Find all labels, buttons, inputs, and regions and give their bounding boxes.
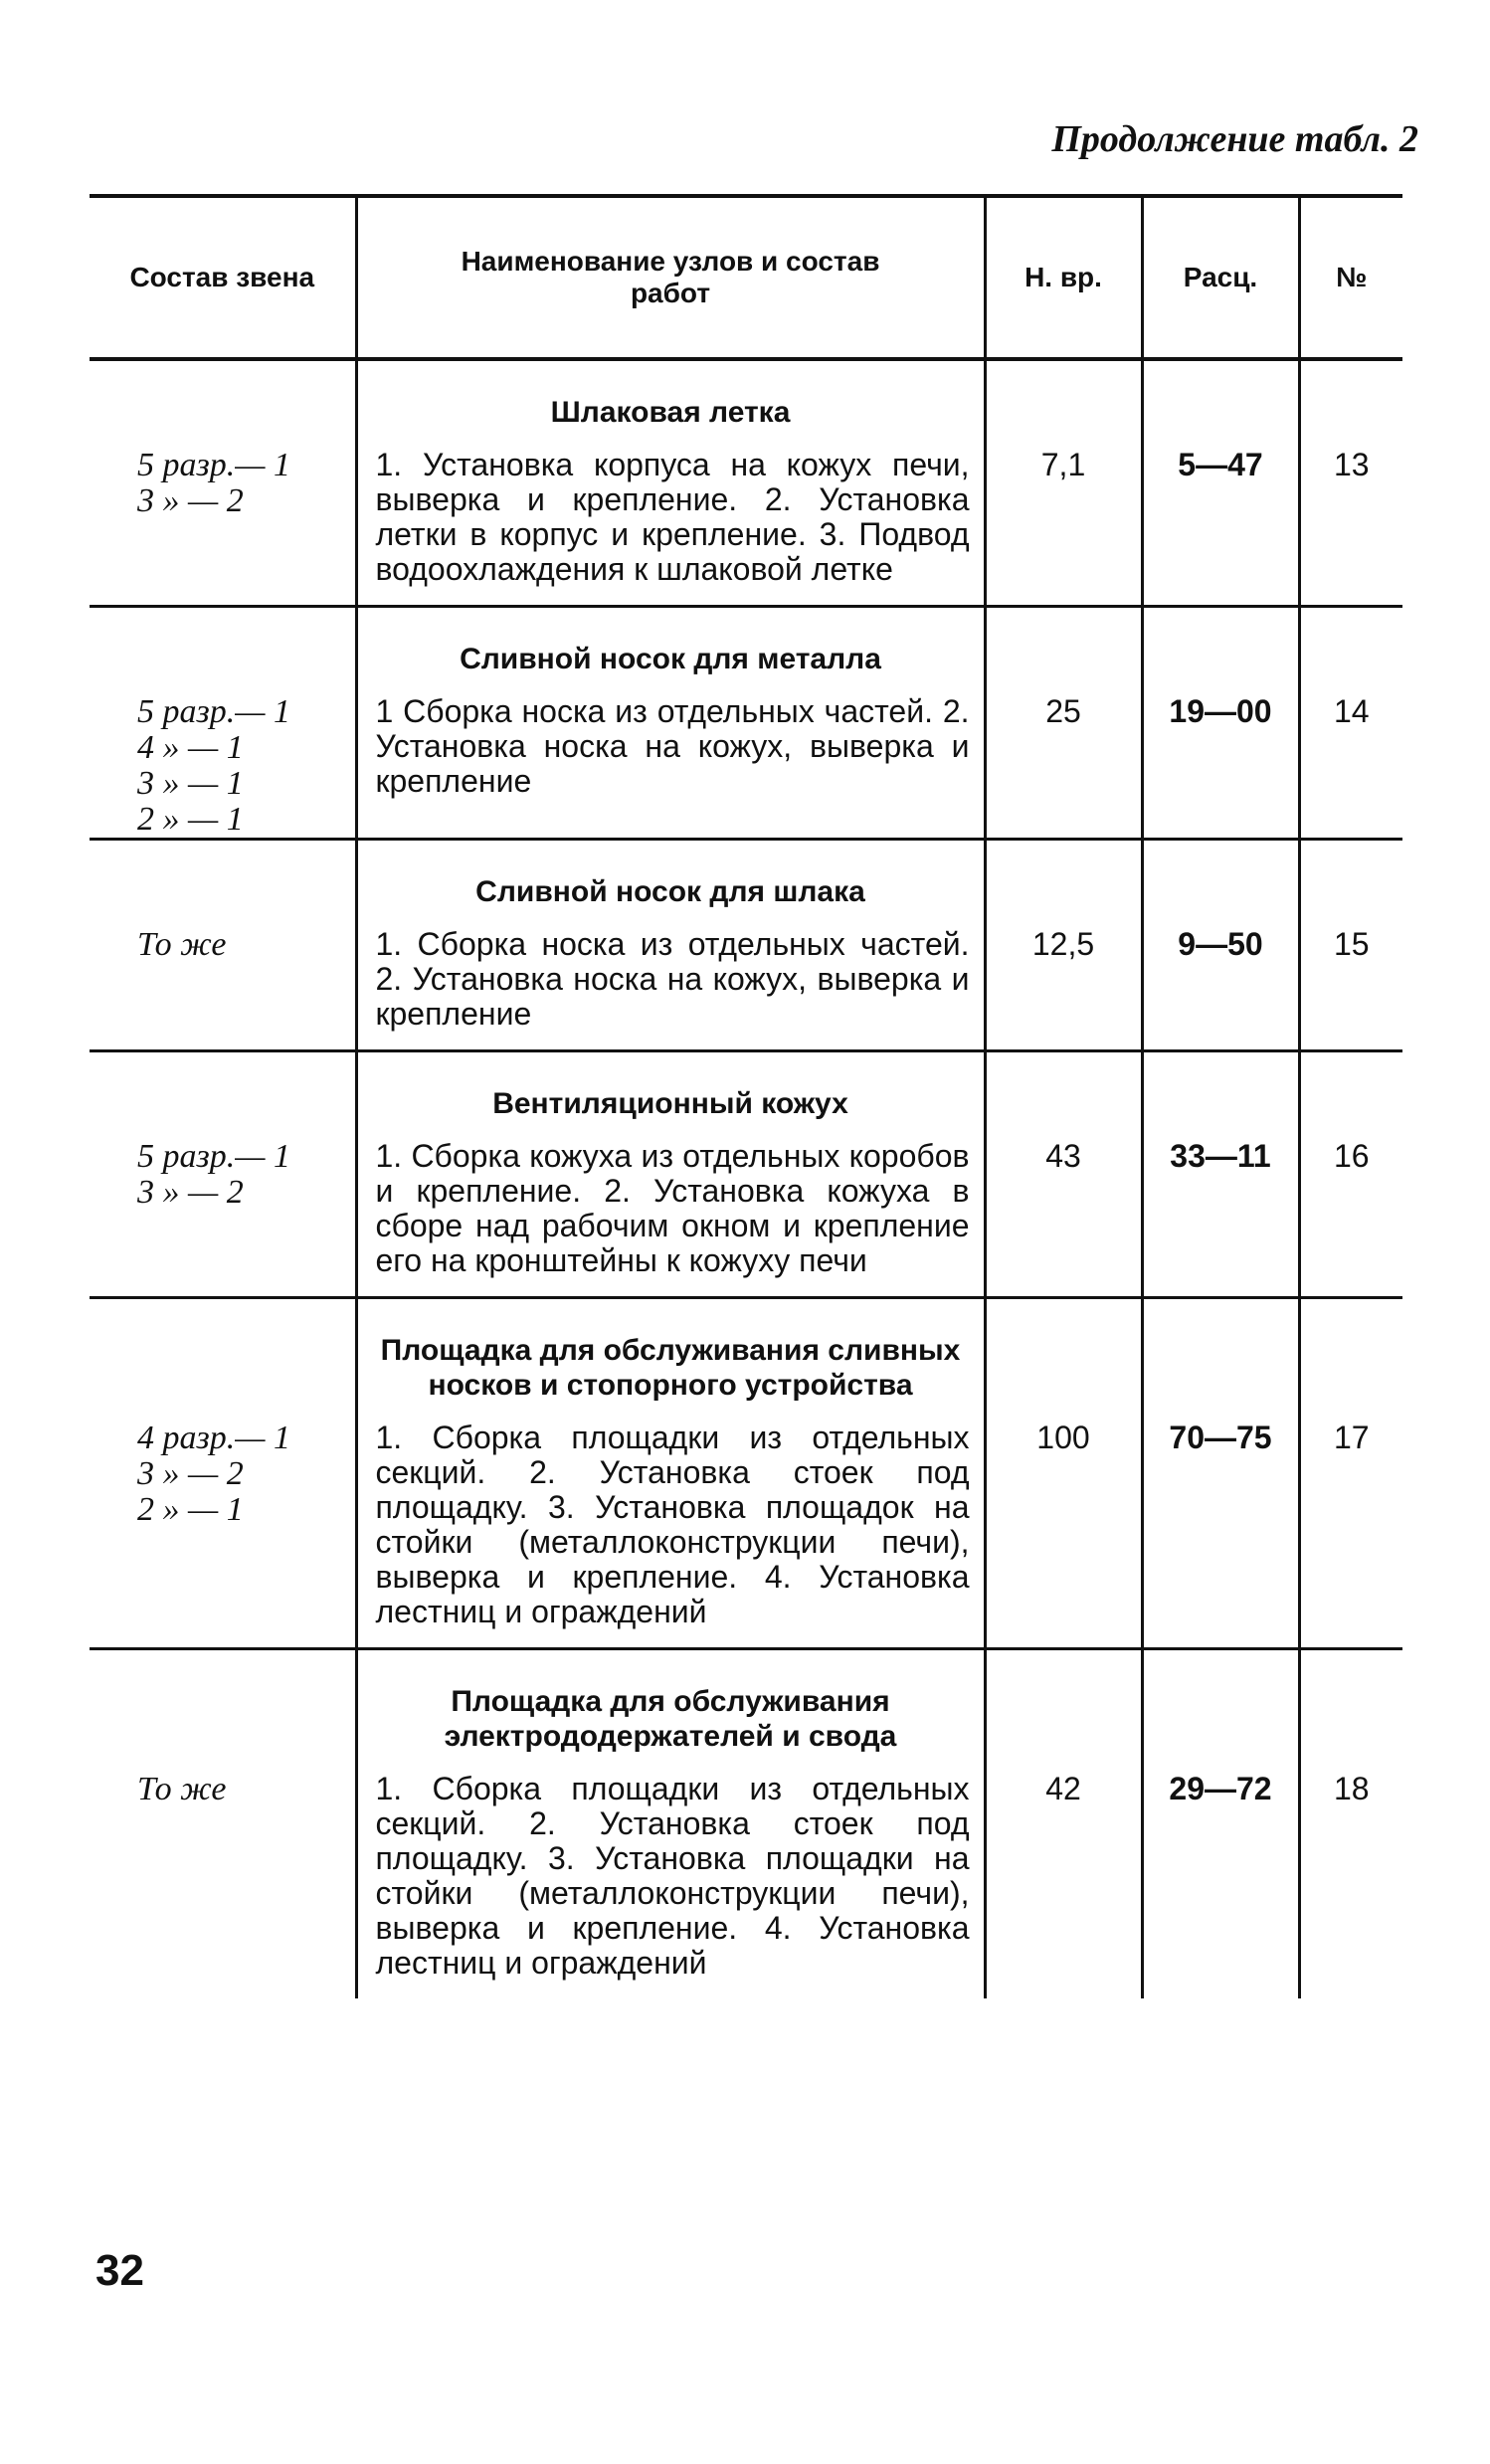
- norm-time-cell: 43: [985, 1051, 1142, 1298]
- crew-line: 2 » — 1: [137, 1491, 244, 1528]
- section-title: Сливной носок для шлака: [475, 875, 865, 908]
- crew-line: 5 разр.— 1: [137, 1138, 290, 1175]
- crew-line: 4 » — 1: [137, 729, 244, 766]
- crew-cell: [90, 1051, 356, 1298]
- header-crew: Состав звена: [90, 196, 356, 359]
- row-number-cell: 13: [1299, 359, 1402, 607]
- crew-line: 4 разр.— 1: [137, 1420, 290, 1456]
- crew-cell: [90, 840, 356, 1051]
- rate-cell: 29—72: [1142, 1649, 1299, 1999]
- page-number: 32: [95, 2246, 144, 2295]
- crew-cell: [90, 1649, 356, 1999]
- table-header-row: [90, 196, 1402, 359]
- work-description: 1. Установка корпуса на кожух печи, выверка и крепление. 2. Установка летки в корпус и крепление. 3. Подвод водоохлаждения к шлаковой летке: [375, 447, 970, 587]
- header-name: Наименование узлов и состав работ: [356, 196, 985, 359]
- header-rate: Расц.: [1142, 196, 1299, 359]
- crew-line: 2 » — 1: [137, 801, 244, 838]
- crew-line: 3 » — 1: [137, 765, 244, 802]
- norm-time-cell: 12,5: [985, 840, 1142, 1051]
- row-number-cell: 18: [1299, 1649, 1402, 1999]
- norm-time-cell: 42: [985, 1649, 1142, 1999]
- table-row: [90, 359, 1402, 607]
- rate-cell: 33—11: [1142, 1051, 1299, 1298]
- header-norm: Н. вр.: [985, 196, 1142, 359]
- section-title: Шлаковая летка: [550, 396, 791, 429]
- table-continuation-caption: Продолжение табл. 2: [1051, 118, 1418, 160]
- section-title: Площадка для обслуживания сливных носков и стопорного устройства: [380, 1334, 961, 1402]
- table-row: [90, 607, 1402, 840]
- work-description: 1. Сборка кожуха из отдельных коробов и крепление. 2. Установка кожуха в сборе над рабочим окном и крепление его на кронштейны к кожуху печи: [375, 1138, 970, 1278]
- work-name-cell: [356, 359, 985, 607]
- work-name-cell: [356, 1298, 985, 1649]
- section-title: Сливной носок для металла: [460, 643, 881, 675]
- table-row: [90, 840, 1402, 1051]
- section-title: Площадка для обслуживания электрододержателей и свода: [444, 1685, 897, 1753]
- crew-line: То же: [137, 1771, 227, 1807]
- crew-line: 5 разр.— 1: [137, 693, 290, 730]
- row-number-cell: 16: [1299, 1051, 1402, 1298]
- norm-time-cell: 100: [985, 1298, 1142, 1649]
- crew-cell: [90, 359, 356, 607]
- table-row: [90, 1298, 1402, 1649]
- rate-cell: 70—75: [1142, 1298, 1299, 1649]
- crew-cell: [90, 1298, 356, 1649]
- work-norms-table: [90, 194, 1402, 1998]
- crew-line: 3 » — 2: [137, 1455, 244, 1492]
- header-no: №: [1299, 196, 1402, 359]
- rate-cell: 9—50: [1142, 840, 1299, 1051]
- work-name-cell: [356, 1649, 985, 1999]
- section-title: Вентиляционный кожух: [492, 1087, 848, 1120]
- crew-line: 3 » — 2: [137, 1174, 244, 1211]
- work-name-cell: [356, 1051, 985, 1298]
- row-number-cell: 17: [1299, 1298, 1402, 1649]
- work-description: 1. Сборка площадки из отдельных секций. 2. Установка стоек под площадку. 3. Установка площадок на стойки (металлоконструкции печи), выверка и крепление. 4. Установка лестниц и ограждений: [375, 1420, 970, 1629]
- norm-time-cell: 25: [985, 607, 1142, 840]
- work-description: 1. Сборка носка из отдельных частей. 2. Установка носка на кожух, выверка и крепление: [375, 926, 970, 1032]
- work-name-cell: [356, 607, 985, 840]
- norm-time-cell: 7,1: [985, 359, 1142, 607]
- work-description: 1 Сборка носка из отдельных частей. 2. Установка носка на кожух, выверка и крепление: [375, 693, 970, 799]
- crew-line: То же: [137, 926, 227, 963]
- row-number-cell: 14: [1299, 607, 1402, 840]
- rate-cell: 5—47: [1142, 359, 1299, 607]
- table-row: [90, 1051, 1402, 1298]
- row-number-cell: 15: [1299, 840, 1402, 1051]
- crew-line: 3 » — 2: [137, 482, 244, 519]
- table-row: [90, 1649, 1402, 1999]
- work-description: 1. Сборка площадки из отдельных секций. 2. Установка стоек под площадку. 3. Установка площадки на стойки (металлоконструкции печи), выверка и крепление. 4. Установка лестниц и ограждений: [375, 1771, 970, 1981]
- crew-line: 5 разр.— 1: [137, 447, 290, 483]
- rate-cell: 19—00: [1142, 607, 1299, 840]
- work-name-cell: [356, 840, 985, 1051]
- crew-cell: [90, 607, 356, 840]
